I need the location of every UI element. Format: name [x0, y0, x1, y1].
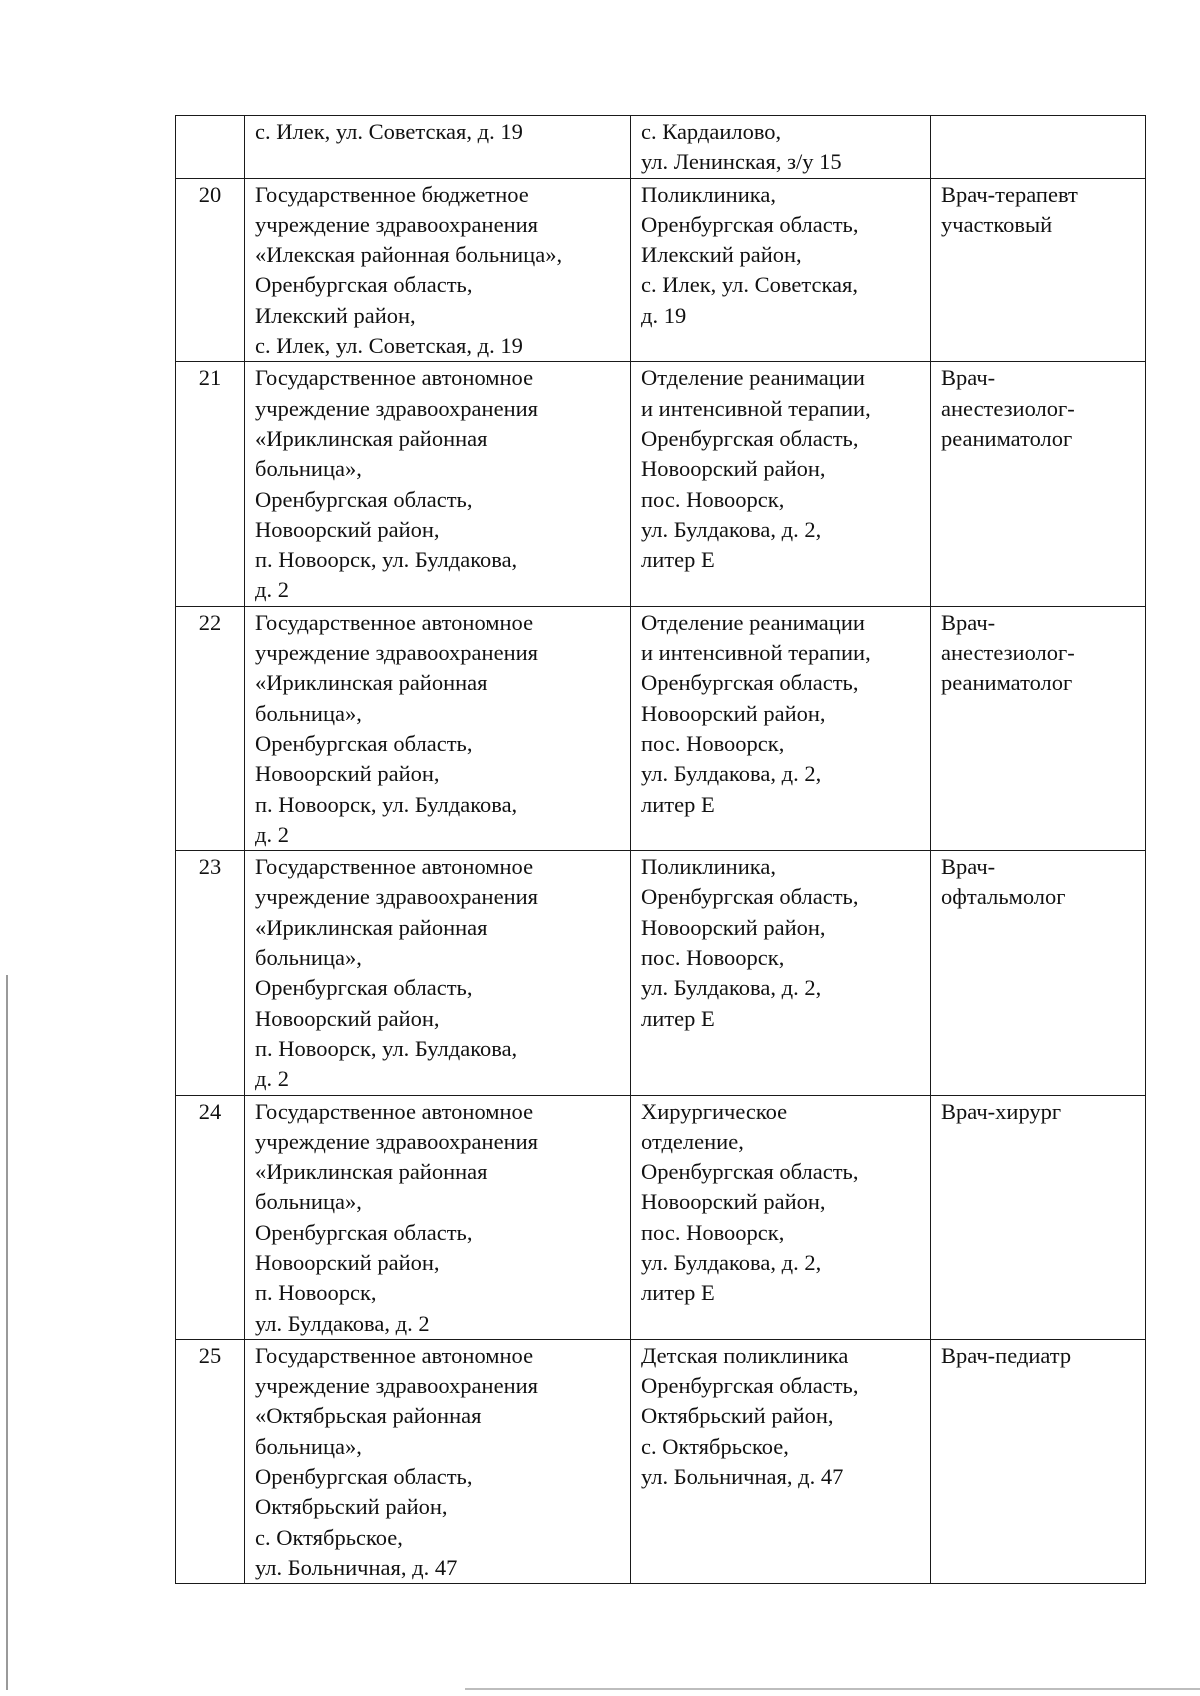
address-cell: Отделение реанимации и интенсивной терапии, Оренбургская область, Новоорский район, пос. Новоорск, ул. Булдакова, д. 2, литер Е: [631, 606, 931, 850]
row-number: 22: [176, 606, 245, 850]
table-row: [176, 851, 1146, 1095]
scan-edge-left: [6, 975, 8, 1690]
organization-cell: Государственное автономное учреждение здравоохранения «Ириклинская районная больница», Оренбургская область, Новоорский район, п. Новоорск, ул. Булдакова, д. 2: [245, 606, 631, 850]
position-cell: Врач-педиатр: [931, 1339, 1146, 1583]
table-row: [176, 178, 1146, 362]
table-row: [176, 116, 1146, 179]
position-cell: Врач-терапевт участковый: [931, 178, 1146, 362]
position-cell: Врач-хирург: [931, 1095, 1146, 1339]
position-cell: Врач- офтальмолог: [931, 851, 1146, 1095]
organization-cell: Государственное автономное учреждение здравоохранения «Ириклинская районная больница», Оренбургская область, Новоорский район, п. Новоорск, ул. Булдакова, д. 2: [245, 851, 631, 1095]
scan-edge-bottom: [465, 1688, 1200, 1690]
position-cell: Врач- анестезиолог- реаниматолог: [931, 362, 1146, 606]
address-cell: с. Кардаилово, ул. Ленинская, з/у 15: [631, 116, 931, 179]
organization-cell: Государственное автономное учреждение здравоохранения «Октябрьская районная больница», Оренбургская область, Октябрьский район, с. Октябрьское, ул. Больничная, д. 47: [245, 1339, 631, 1583]
address-cell: Детская поликлиника Оренбургская область, Октябрьский район, с. Октябрьское, ул. Больничная, д. 47: [631, 1339, 931, 1583]
table-row: [176, 362, 1146, 606]
row-number: 24: [176, 1095, 245, 1339]
organization-cell: Государственное бюджетное учреждение здравоохранения «Илекская районная больница», Оренбургская область, Илекский район, с. Илек, ул. Советская, д. 19: [245, 178, 631, 362]
table-row: [176, 606, 1146, 850]
row-number: [176, 116, 245, 179]
row-number: 20: [176, 178, 245, 362]
position-cell: Врач- анестезиолог- реаниматолог: [931, 606, 1146, 850]
address-cell: Хирургическое отделение, Оренбургская область, Новоорский район, пос. Новоорск, ул. Булдакова, д. 2, литер Е: [631, 1095, 931, 1339]
address-cell: Поликлиника, Оренбургская область, Илекский район, с. Илек, ул. Советская, д. 19: [631, 178, 931, 362]
table-row: [176, 1339, 1146, 1583]
address-cell: Поликлиника, Оренбургская область, Новоорский район, пос. Новоорск, ул. Булдакова, д. 2, литер Е: [631, 851, 931, 1095]
organization-cell: Государственное автономное учреждение здравоохранения «Ириклинская районная больница», Оренбургская область, Новоорский район, п. Новоорск, ул. Булдакова, д. 2: [245, 1095, 631, 1339]
row-number: 23: [176, 851, 245, 1095]
position-cell: [931, 116, 1146, 179]
row-number: 21: [176, 362, 245, 606]
organization-cell: с. Илек, ул. Советская, д. 19: [245, 116, 631, 179]
organization-cell: Государственное автономное учреждение здравоохранения «Ириклинская районная больница», Оренбургская область, Новоорский район, п. Новоорск, ул. Булдакова, д. 2: [245, 362, 631, 606]
row-number: 25: [176, 1339, 245, 1583]
address-cell: Отделение реанимации и интенсивной терапии, Оренбургская область, Новоорский район, пос. Новоорск, ул. Булдакова, д. 2, литер Е: [631, 362, 931, 606]
table-row: [176, 1095, 1146, 1339]
facilities-table: [175, 115, 1146, 1584]
